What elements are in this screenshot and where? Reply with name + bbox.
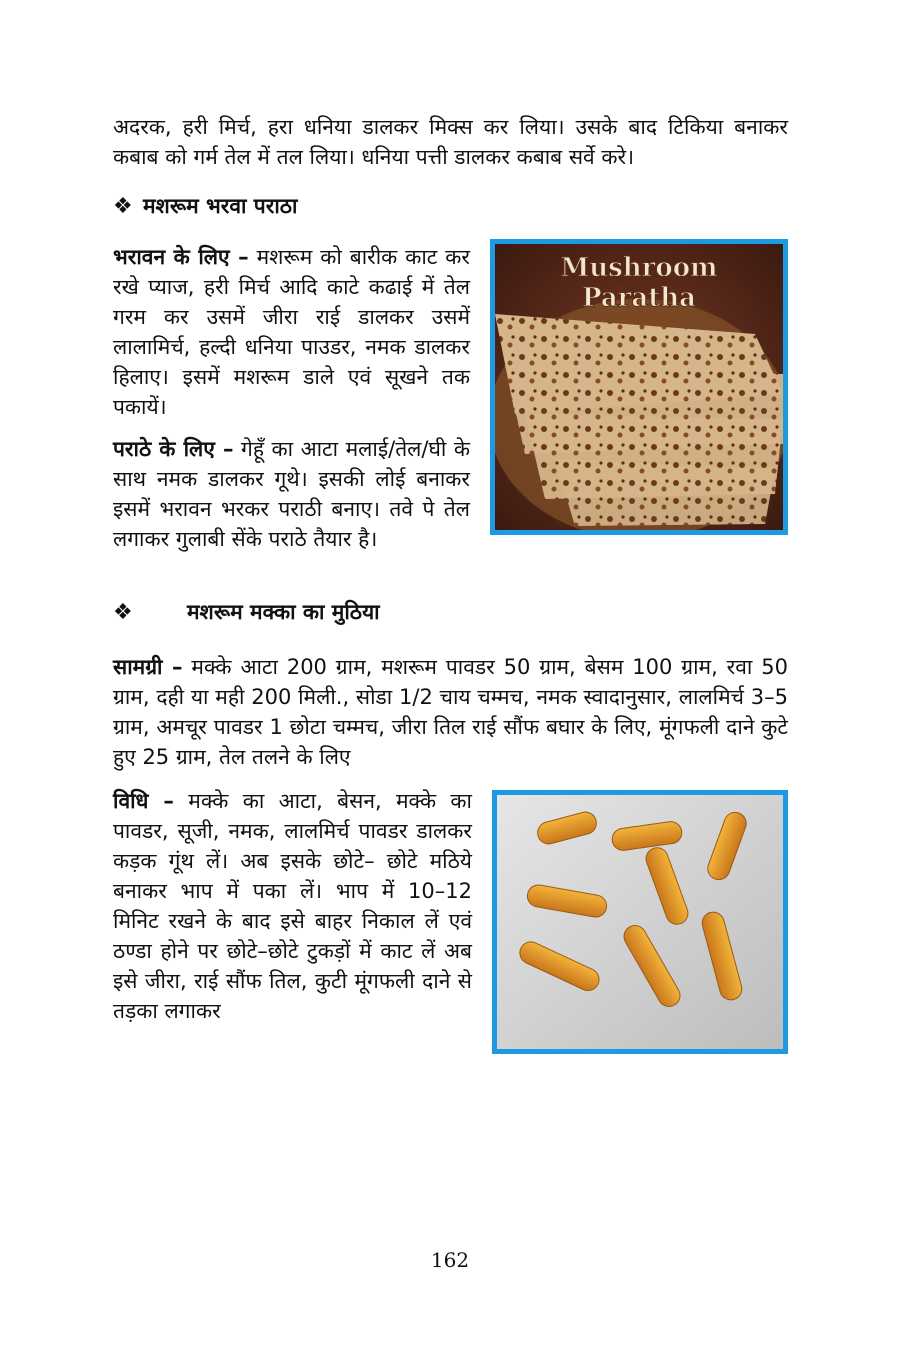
section2-title: मशरूम मक्का का मुठिया (187, 600, 380, 624)
diamond-bullet-icon: ❖ (113, 193, 133, 219)
mathiya-illustration (497, 795, 783, 1049)
section1-title: मशरूम भरवा पराठा (143, 194, 298, 218)
page-number: 162 (430, 1248, 470, 1272)
section1-heading (113, 192, 788, 220)
method-label: विधि – (113, 789, 174, 813)
paratha-label: पराठे के लिए – (113, 437, 234, 461)
intro-paragraph: अदरक, हरी मिर्च, हरा धनिया डालकर मिक्स कर लिया। उसके बाद टिकिया बनाकर कबाब को गर्म तेल में तल लिया। धनिया पत्ती डालकर कबाब सर्वे करे। (113, 115, 788, 169)
ingredients-text: मक्के आटा 200 ग्राम, मशरूम पावडर 50 ग्राम, बेसम 100 ग्राम, रवा 50 ग्राम, दही या मही 200 मिली., सोडा 1/2 चाय चम्मच, नमक स्वादानुसार, लालमिर्च 3–5 ग्राम, अमचूर पावडर 1 छोटा चम्मच, जीरा तिल राई सौंफ बघार के लिए, मूंगफली दाने कुटे हुए 25 ग्राम, तेल तलने के लिए (113, 655, 788, 769)
section2-heading (113, 598, 788, 626)
filling-label: भरावन के लिए – (113, 245, 249, 269)
mathiya-image (492, 790, 788, 1054)
page-content (113, 112, 788, 1054)
method-text: मक्के का आटा, बेसन, मक्के का पावडर, सूजी, नमक, लालमिर्च पावडर डालकर कड़क गूंथ लें। अब इसके छोटे– छोटे मठिये बनाकर भाप में पका लें। भाप में 10–12 मिनिट रखने के बाद इसे बाहर निकाल लें एवं ठण्डा होने पर छोटे–छोटे टुकड़ों में काट लें अब इसे जीरा, राई सौंफ तिल, कुटी मूंगफली दाने से तड़का लगाकर (113, 789, 473, 1023)
ingredients-paragraph (113, 652, 788, 772)
mushroom-paratha-image (490, 239, 788, 535)
image-caption-line1: Mushroom (560, 253, 718, 283)
filling-text: मशरूम को बारीक काट कर रखे प्याज, हरी मिर्च आदि काटे कढाई में तेल गरम कर उसमें जीरा राई डालकर उसमें लालामिर्च, हल्दी धनिया पाउडर, नमक डालकर हिलाए। इसमें मशरूम डाले एवं सूखने तक पकायें। (113, 245, 470, 419)
image-caption-line2: Paratha (581, 283, 697, 313)
paratha-text: गेहूँ का आटा मलाई/तेल/घी के साथ नमक डालकर गूथे। इसकी लोई बनाकर इसमें भरावन भरकर पराठी बनाए। तवे पे तेल लगाकर गुलाबी सेंके पराठे तैयार है। (113, 437, 470, 551)
paratha-illustration (495, 244, 783, 530)
ingredients-label: सामग्री – (113, 655, 183, 679)
diamond-bullet-icon: ❖ (113, 599, 133, 625)
